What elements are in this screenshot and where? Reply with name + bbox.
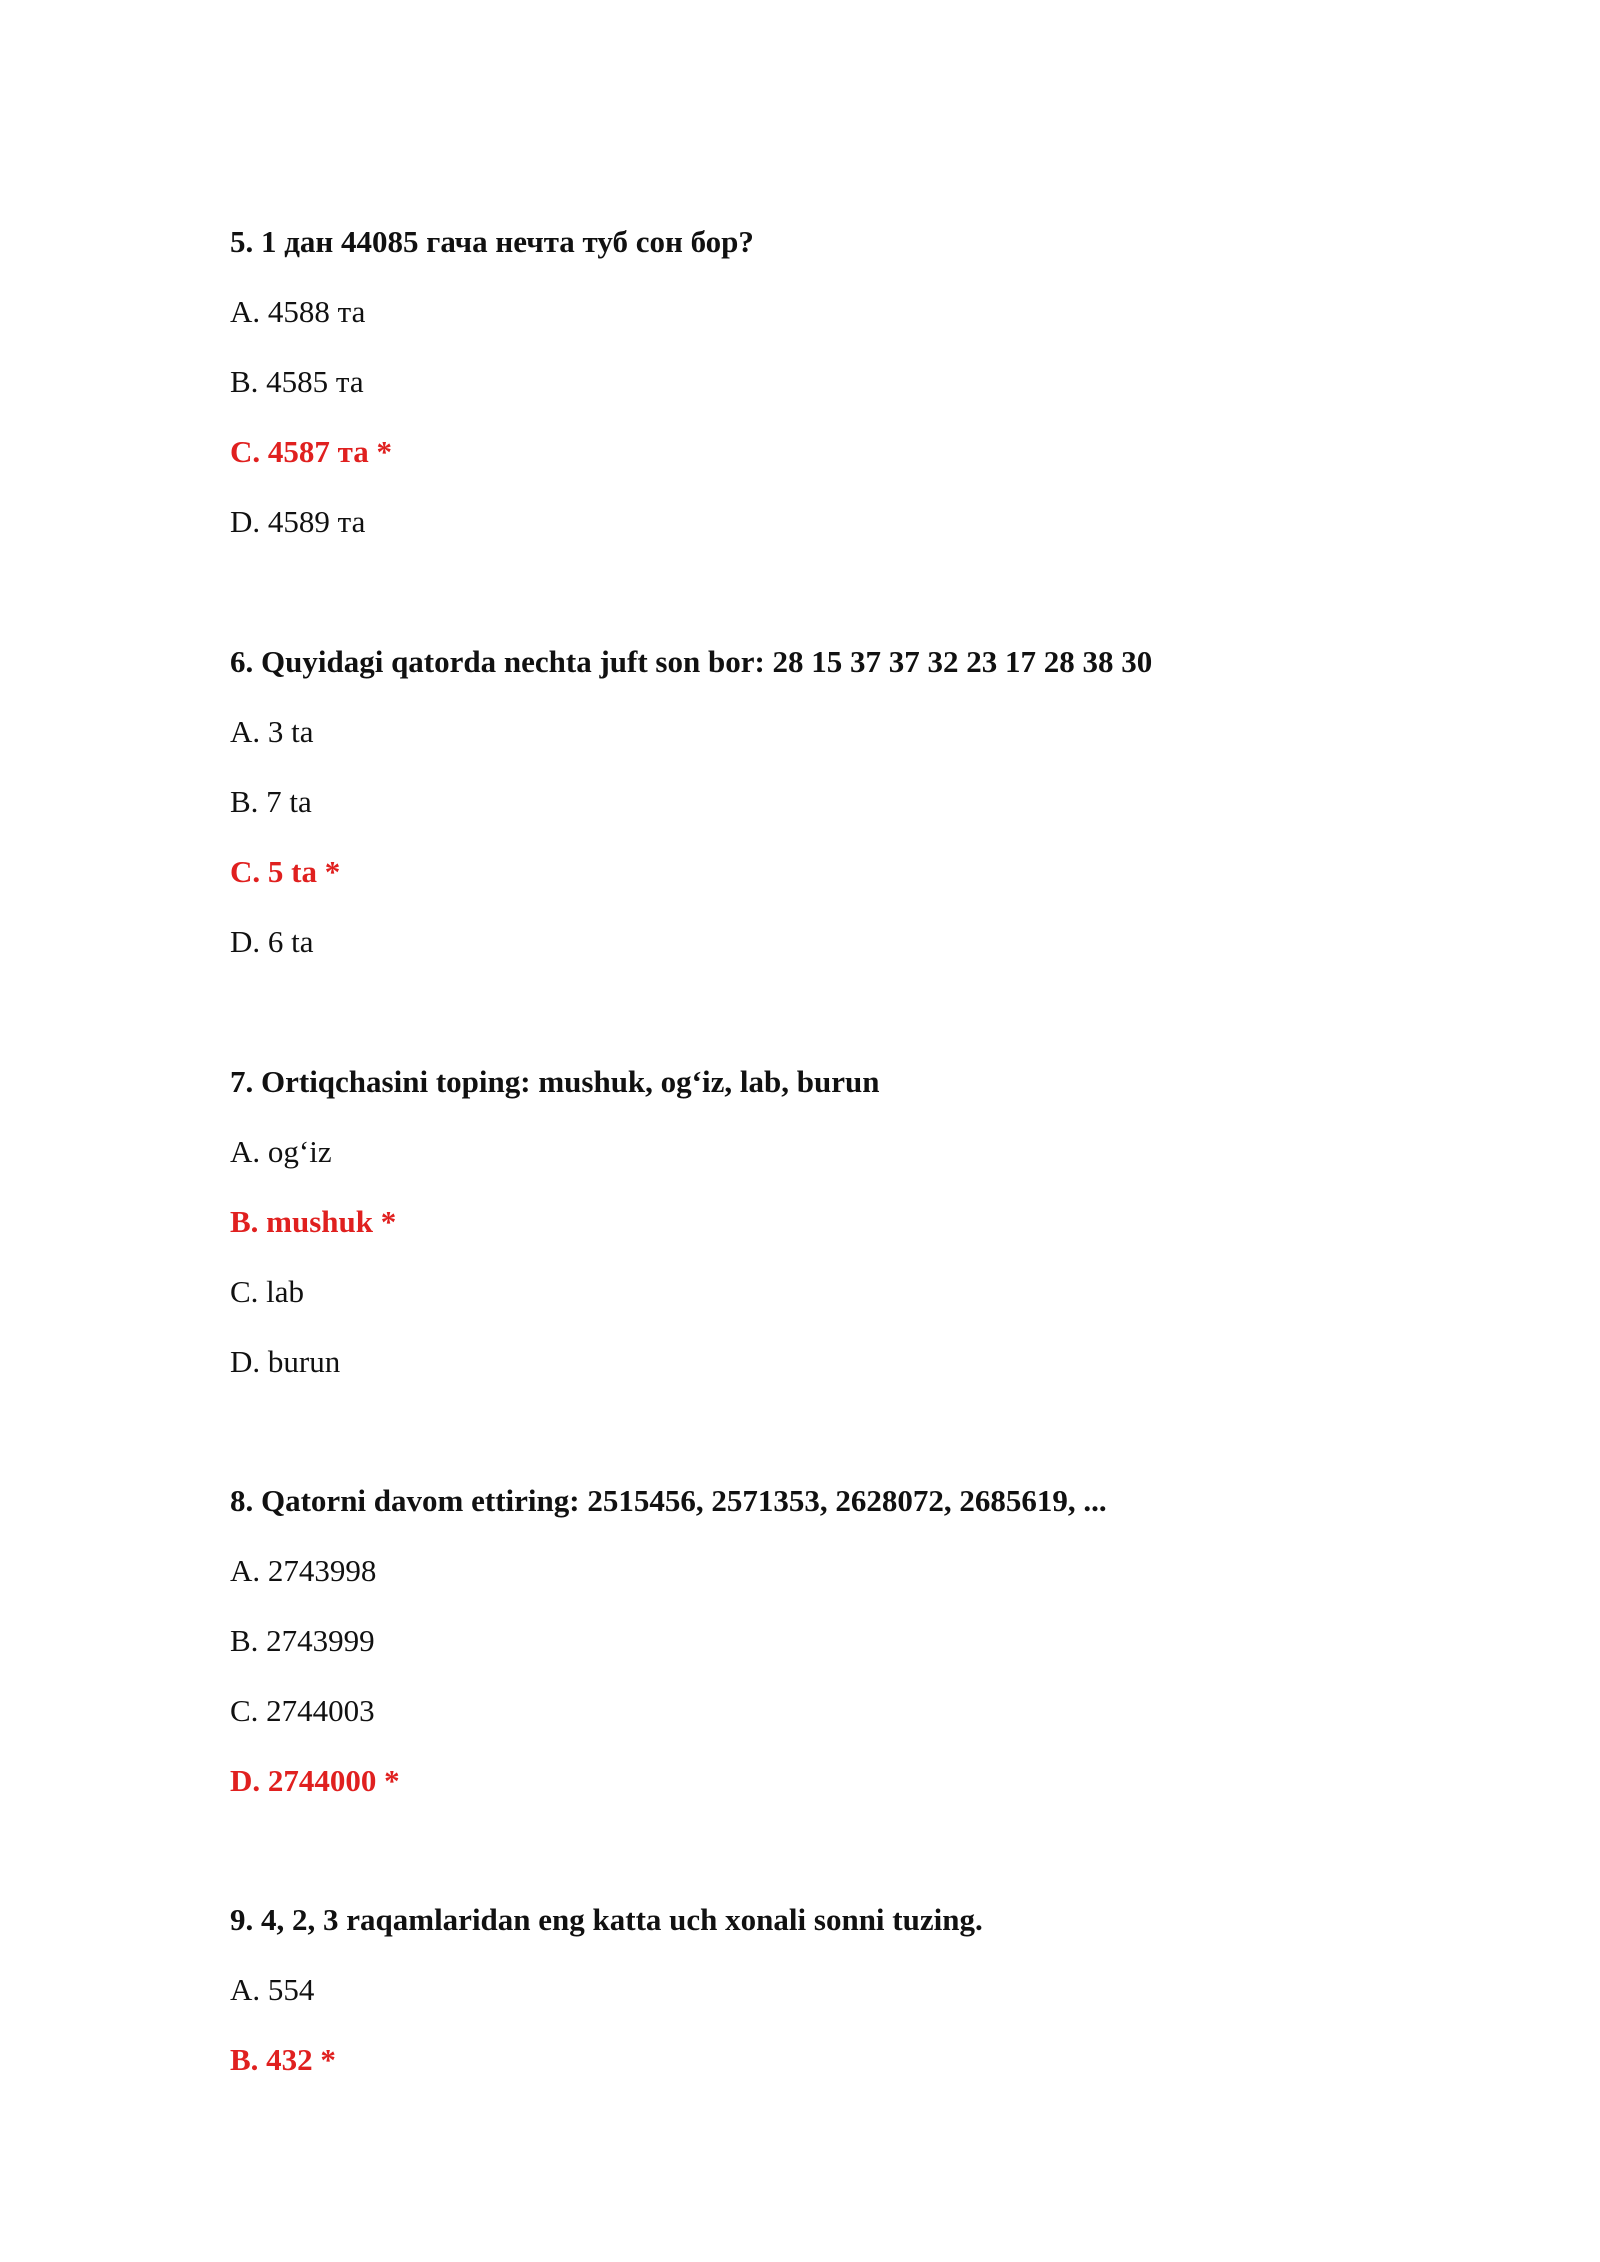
question-5 [230, 222, 1430, 542]
answer-option-correct: D. 2744000 * [230, 1763, 400, 1798]
answer-option: B. 7 ta [230, 784, 312, 819]
answer-option: B. 4585 та [230, 364, 364, 399]
answer-option: B. 2743999 [230, 1623, 375, 1658]
answer-option-correct: B. mushuk * [230, 1204, 397, 1239]
question-6 [230, 642, 1430, 962]
answer-option: D. 4589 та [230, 504, 366, 539]
answer-option-correct: B. 432 * [230, 2042, 336, 2077]
question-title: 7. Ortiqchasini toping: mushuk, og‘iz, lab, burun [230, 1064, 880, 1099]
answer-option: D. burun [230, 1344, 341, 1379]
question-title: 8. Qatorni davom ettiring: 2515456, 2571353, 2628072, 2685619, ... [230, 1483, 1107, 1518]
answer-option: A. 4588 та [230, 294, 366, 329]
answer-option-correct: C. 4587 та * [230, 434, 392, 469]
answer-option: C. lab [230, 1274, 305, 1309]
answer-option-correct: C. 5 ta * [230, 854, 341, 889]
question-title: 6. Quyidagi qatorda nechta juft son bor: 28 15 37 37 32 23 17 28 38 30 [230, 644, 1153, 679]
answer-option: A. 3 ta [230, 714, 314, 749]
question-8 [230, 1481, 1430, 1801]
answer-option: C. 2744003 [230, 1693, 375, 1728]
answer-option: A. 554 [230, 1972, 315, 2007]
answer-option: A. 2743998 [230, 1553, 377, 1588]
answer-option: A. og‘iz [230, 1134, 332, 1169]
question-9 [230, 1900, 1430, 2080]
answer-option: D. 6 ta [230, 924, 314, 959]
question-7 [230, 1062, 1430, 1382]
question-title: 9. 4, 2, 3 raqamlaridan eng katta uch xonali sonni tuzing. [230, 1902, 983, 1937]
question-title: 5. 1 дан 44085 гача нечта туб сон бор? [230, 224, 754, 259]
